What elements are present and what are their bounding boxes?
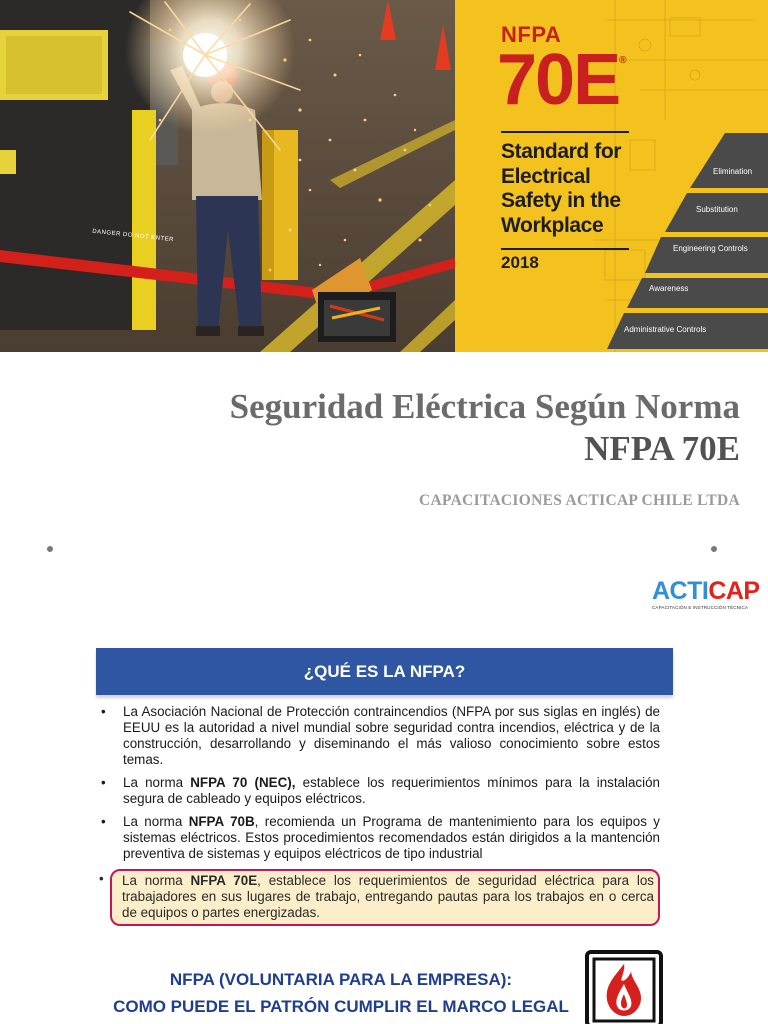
highlighted-bullet-item: • La norma NFPA 70E, establece los requerimientos de seguridad eléctrica para los trabajadores en sus lugares de trabajo, entregando pautas para los trabajos en o cerca de equipos o partes energizadas.	[110, 869, 660, 926]
cover-rule-bottom	[501, 248, 629, 250]
slide-heading-bar	[96, 648, 673, 695]
title-line-1: Seguridad Eléctrica Según Norma	[229, 387, 740, 426]
arc-flash-photo	[0, 0, 455, 352]
bullet-item: • La Asociación Nacional de Protección contraincendios (NFPA por sus siglas en inglés) de EEUU es la autoridad a nivel mundial sobre seguridad contra incendios, eléctrica y de la construcción, desarrollando y diseminando el más valioso conocimiento sobre estos temas.	[100, 704, 660, 768]
document-title	[100, 386, 740, 470]
footer-line-2: COMO PUEDE EL PATRÓN CUMPLIR EL MARCO LEGAL	[113, 997, 569, 1016]
bullet-dot-right	[711, 546, 717, 552]
logo-wordmark: ACTICAP	[652, 577, 760, 605]
logo-tagline: CAPACITACIÓN E INSTRUCCIÓN TÉCNICA	[652, 605, 749, 610]
nfpa-flame-logo-icon	[583, 950, 665, 1024]
pyramid-label: Elimination	[713, 167, 753, 176]
cover-year: 2018	[501, 253, 539, 272]
pyramid-label: Engineering Controls	[673, 244, 748, 253]
document-subtitle: CAPACITACIONES ACTICAP CHILE LTDA	[419, 492, 740, 509]
slide-bullet-list	[100, 704, 660, 933]
pyramid-label: Administrative Controls	[624, 325, 707, 334]
bullet-dot-left	[47, 546, 53, 552]
cover-standard-title: Standard for Electrical Safety in the Workplace	[501, 140, 622, 237]
nfpa-70e-cover	[455, 0, 768, 352]
pyramid-label: Awareness	[649, 284, 689, 293]
cover-rule-top	[501, 131, 629, 133]
footer-line-1: NFPA (VOLUNTARIA PARA LA EMPRESA):	[169, 970, 513, 989]
acticap-logo	[652, 579, 768, 613]
cover-code: 70E®	[497, 40, 627, 120]
slide-footer	[96, 966, 586, 1020]
hero-banner	[0, 0, 768, 352]
danger-tape-text: DANGER DO NOT ENTER	[91, 228, 175, 244]
slide-heading: ¿QUÉ ES LA NFPA?	[303, 661, 466, 681]
cover-brand: NFPA	[501, 22, 562, 47]
bullet-item: • La norma NFPA 70 (NEC), establece los requerimientos mínimos para la instalación segura de cableado y equipos eléctricos.	[100, 775, 660, 807]
pyramid-label: Substitution	[696, 205, 738, 214]
title-line-2: NFPA 70E	[584, 429, 740, 468]
bullet-item: • La norma NFPA 70B, recomienda un Programa de mantenimiento para los equipos y sistemas eléctricos. Estos procedimientos recomendados están dirigidos a la mantención preventiva de sistemas y equipos eléctricos de tipo industrial	[100, 814, 660, 862]
